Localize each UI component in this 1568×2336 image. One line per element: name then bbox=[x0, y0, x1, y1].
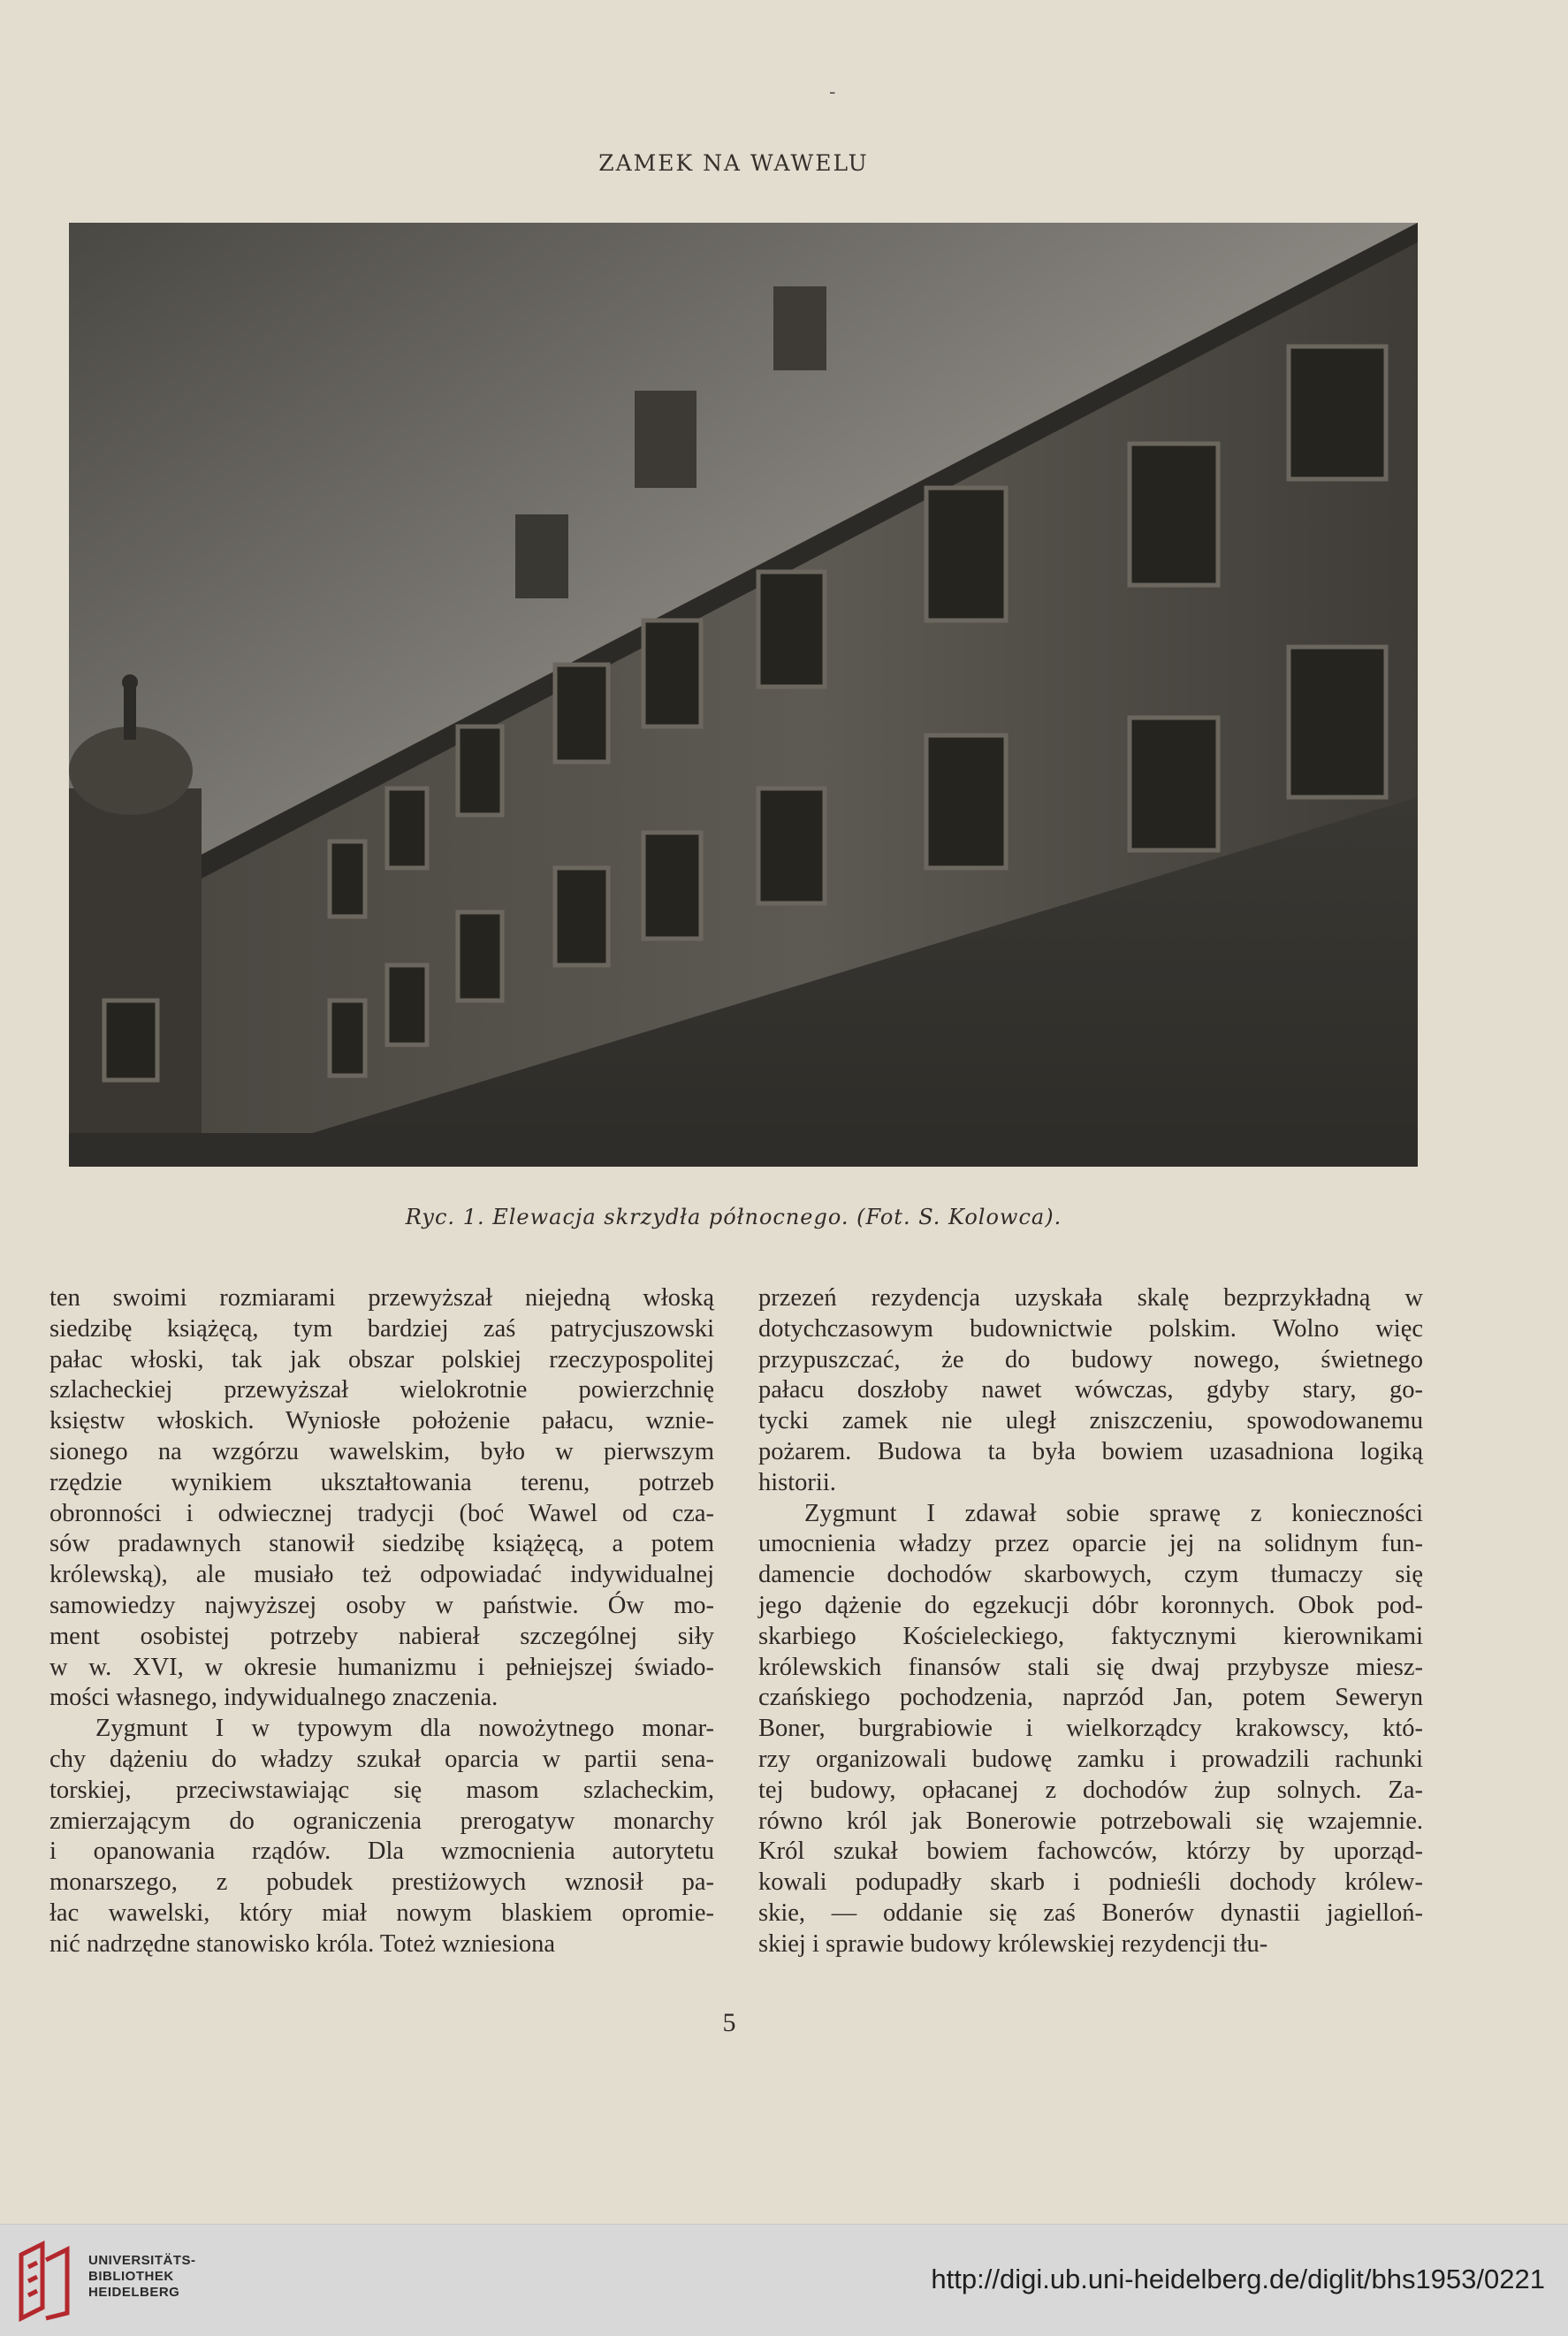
text-line: przypuszczać, że do budowy nowego, świetnego bbox=[758, 1345, 1423, 1373]
text-line: przezeń rezydencja uzyskała skalę bezprzykładną w bbox=[758, 1284, 1423, 1312]
text-line: sów pradawnych stanowił siedzibę książęcą, a potem bbox=[49, 1530, 714, 1558]
text-line: pałac włoski, tak jak obszar polskiej rzeczypospolitej bbox=[49, 1345, 714, 1373]
text-line: samowiedzy najwyższej osoby w państwie. Ów mo- bbox=[49, 1591, 714, 1619]
figure-caption: Ryc. 1. Elewacja skrzydła północnego. (Fot. S. Kolowca). bbox=[405, 1205, 1062, 1229]
castle-elevation-photo bbox=[69, 223, 1418, 1167]
text-line: jego dążenie do egzekucji dóbr koronnych. Obok pod- bbox=[758, 1591, 1423, 1619]
text-line: siedzibę książęcą, tym bardziej zaś patrycjuszowski bbox=[49, 1314, 714, 1343]
text-line: ment osobistej potrzeby nabierał szczególnej siły bbox=[49, 1622, 714, 1650]
running-head: ZAMEK NA WAWELU bbox=[598, 150, 869, 176]
text-line: ten swoimi rozmiarami przewyższał niejedną włoską bbox=[49, 1284, 714, 1312]
text-line: skiej i sprawie budowy królewskiej rezydencji tłu- bbox=[758, 1929, 1268, 1958]
photo-drawing bbox=[69, 223, 1418, 1167]
library-name-line: UNIVERSITÄTS- bbox=[88, 2253, 196, 2268]
text-line: skarbiego Kościeleckiego, faktycznymi kierownikami bbox=[758, 1622, 1423, 1650]
source-url[interactable]: http://digi.ub.uni-heidelberg.de/diglit/bhs1953/0221 bbox=[931, 2264, 1545, 2294]
text-line: historii. bbox=[758, 1468, 836, 1496]
text-line: łac wawelski, który miał nowym blaskiem opromie- bbox=[49, 1898, 714, 1927]
page-mark: - bbox=[829, 81, 836, 103]
text-line: rzy organizowali budowę zamku i prowadzili rachunki bbox=[758, 1745, 1423, 1773]
text-line: nić nadrzędne stanowisko króla. Toteż wzniesiona bbox=[49, 1929, 556, 1958]
text-line: umocnienia władzy przez oparcie jej na solidnym fun- bbox=[758, 1530, 1423, 1558]
text-column-left bbox=[49, 1283, 714, 1960]
text-line: rzędzie wynikiem ukształtowania terenu, potrzeb bbox=[49, 1468, 714, 1496]
text-line: pożarem. Budowa ta była bowiem uzasadniona logiką bbox=[758, 1437, 1423, 1465]
text-line: Zygmunt I w typowym dla nowożytnego monar- bbox=[95, 1715, 714, 1743]
library-logo-icon bbox=[16, 2237, 74, 2322]
library-name-line: BIBLIOTHEK bbox=[88, 2269, 174, 2284]
text-line: sionego na wzgórzu wawelskim, było w pierwszym bbox=[49, 1437, 714, 1465]
text-line: obronności i odwiecznej tradycji (boć Wawel od cza- bbox=[49, 1499, 714, 1527]
text-line: księstw włoskich. Wyniosłe położenie pałacu, wznie- bbox=[49, 1407, 714, 1435]
text-line: torskiej, przeciwstawiając się masom szlacheckim, bbox=[49, 1776, 714, 1804]
text-line: Boner, burgrabiowie i wielkorządcy krakowscy, któ- bbox=[758, 1715, 1423, 1743]
text-line: dotychczasowym budownictwie polskim. Wolno więc bbox=[758, 1314, 1423, 1343]
text-column-right bbox=[758, 1283, 1423, 1960]
page-number: 5 bbox=[722, 2008, 736, 2037]
text-line: Król szukał bowiem fachowców, którzy by uporząd- bbox=[758, 1838, 1423, 1866]
text-line: monarszego, z pobudek prestiżowych wznosił pa- bbox=[49, 1868, 714, 1897]
library-name-line: HEIDELBERG bbox=[88, 2285, 180, 2300]
text-line: szlacheckiej przewyższał wielokrotnie powierzchnię bbox=[49, 1376, 714, 1404]
digitization-footer bbox=[0, 2224, 1568, 2336]
text-line: damencie dochodów skarbowych, czym tłumaczy się bbox=[758, 1561, 1423, 1589]
text-line: i opanowania rządów. Dla wzmocnienia autorytetu bbox=[49, 1838, 714, 1866]
text-line: Zygmunt I zdawał sobie sprawę z konieczności bbox=[804, 1499, 1423, 1527]
text-line: kowali podupadły skarb i podnieśli dochody królew- bbox=[758, 1868, 1423, 1897]
text-line: tycki zamek nie uległ zniszczeniu, spowodowanemu bbox=[758, 1407, 1423, 1435]
text-line: chy dążeniu do władzy szukał oparcia w partii sena- bbox=[49, 1745, 714, 1773]
text-line: mości własnego, indywidualnego znaczenia. bbox=[49, 1684, 499, 1712]
text-line: skie, — oddanie się zaś Bonerów dynastii jagielloń- bbox=[758, 1898, 1423, 1927]
text-line: równo król jak Bonerowie potrzebowali się wzajemnie. bbox=[758, 1807, 1423, 1835]
text-line: królewską), ale musiało też odpowiadać indywidualnej bbox=[49, 1561, 714, 1589]
text-line: zmierzającym do ograniczenia prerogatyw monarchy bbox=[49, 1807, 714, 1835]
text-line: tej budowy, opłacanej z dochodów żup solnych. Za- bbox=[758, 1776, 1423, 1804]
text-line: w w. XVI, w okresie humanizmu i pełniejszej świado- bbox=[49, 1653, 714, 1681]
library-name bbox=[88, 2253, 196, 2301]
text-line: królewskich finansów stali się dwaj przybysze miesz- bbox=[758, 1653, 1423, 1681]
text-line: pałacu doszłoby nawet wówczas, gdyby stary, go- bbox=[758, 1376, 1423, 1404]
text-line: czańskiego pochodzenia, naprzód Jan, potem Seweryn bbox=[758, 1684, 1423, 1712]
